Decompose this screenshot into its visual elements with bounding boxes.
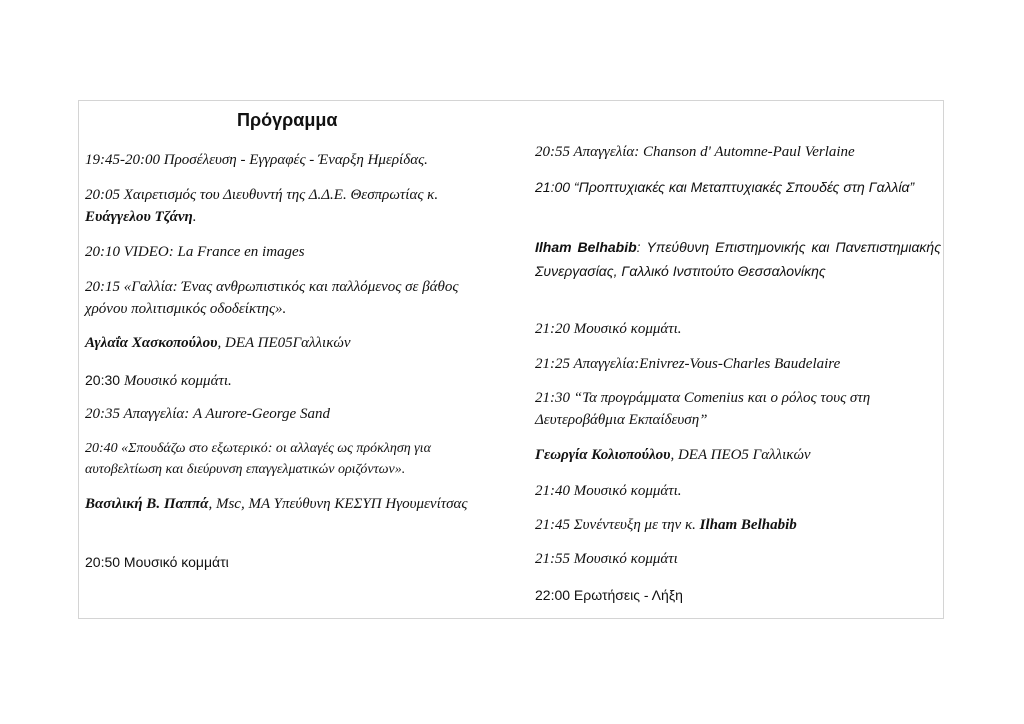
entry-recitation-2: 20:55 Απαγγελία: Chanson d' Automne-Paul Verlaine bbox=[535, 144, 855, 160]
entry-speaker-4 bbox=[535, 444, 941, 466]
entry-video: 20:10 VIDEO: La France en images bbox=[85, 244, 305, 260]
entry-closing: 22:00 Ερωτήσεις - Λήξη bbox=[535, 587, 683, 603]
entry-speaker-2 bbox=[85, 493, 477, 515]
entry-talk-studies: 21:00 “Προπτυχιακές και Μεταπτυχιακές Σπουδές στη Γαλλία” bbox=[535, 179, 915, 195]
greeting-end: . bbox=[192, 209, 197, 225]
entry-speaker-1 bbox=[85, 332, 477, 354]
speaker-2-title: , Msc, MA Υπεύθυνη ΚΕΣΥΠ Ηγουμενίτσας bbox=[208, 496, 468, 512]
entry-interview bbox=[535, 514, 941, 536]
entry-music-5: 21:55 Μουσικό κομμάτι bbox=[535, 551, 678, 567]
entry-talk-france: 20:15 «Γαλλία: Ένας ανθρωπιστικός και παλλόμενος σε βάθος χρόνου πολιτισμικός οδοδείκτης». bbox=[85, 279, 459, 317]
entry-talk-comenius: 21:30 “Τα προγράμματα Comenius και ο ρόλος τους στη Δευτεροβάθμια Εκπαίδευση” bbox=[535, 390, 871, 428]
entry-music-2: 20:50 Μουσικό κομμάτι bbox=[85, 554, 229, 570]
music-1-time: 20:30 bbox=[85, 372, 124, 388]
program-title: Πρόγραμμα bbox=[237, 110, 338, 130]
greeting-person: Ευάγγελου Τζάνη bbox=[85, 209, 193, 225]
speaker-4-name: Γεωργία Κολιοπούλου bbox=[535, 447, 671, 463]
music-1-text: Μουσικό κομμάτι. bbox=[123, 373, 232, 389]
entry-talk-abroad: 20:40 «Σπουδάζω στο εξωτερικό: οι αλλαγές ως πρόκληση για αυτοβελτίωση και διεύρυνση επαγγελματικών οριζόντων». bbox=[85, 441, 431, 477]
entry-recitation-3: 21:25 Απαγγελία:Enivrez-Vous-Charles Baudelaire bbox=[535, 356, 841, 372]
speaker-3-name: Ilham Belhabib bbox=[535, 239, 637, 255]
greeting-text: 20:05 Χαιρετισμός του Διευθυντή της Δ.Δ.Ε. Θεσπρωτίας κ. bbox=[85, 187, 439, 203]
program-box bbox=[78, 100, 944, 619]
entry-recitation-1: 20:35 Απαγγελία: A Aurore-George Sand bbox=[85, 406, 330, 422]
entry-arrival: 19:45-20:00 Προσέλευση - Εγγραφές - Έναρξη Ημερίδας. bbox=[85, 152, 428, 168]
entry-music-1 bbox=[85, 369, 477, 392]
interview-text: 21:45 Συνέντευξη με την κ. bbox=[535, 517, 700, 533]
entry-greeting bbox=[85, 184, 477, 228]
speaker-4-title: , DEA ΠΕΟ5 Γαλλικών bbox=[670, 447, 811, 463]
speaker-1-name: Αγλαΐα Χασκοπούλου bbox=[85, 335, 218, 351]
speaker-2-name: Βασιλική Β. Παππά bbox=[85, 496, 209, 512]
entry-speaker-3 bbox=[535, 235, 941, 283]
speaker-3-title: : Υπεύθυνη Επιστημονικής και Πανεπιστημιακής Συνεργασίας, Γαλλικό Ινστιτούτο Θεσσαλονίκης bbox=[535, 239, 942, 279]
speaker-1-title: , DEA ΠΕ05Γαλλικών bbox=[217, 335, 351, 351]
entry-music-3: 21:20 Μουσικό κομμάτι. bbox=[535, 321, 682, 337]
interview-person: Ilham Belhabib bbox=[699, 517, 797, 533]
entry-music-4: 21:40 Μουσικό κομμάτι. bbox=[535, 483, 682, 499]
